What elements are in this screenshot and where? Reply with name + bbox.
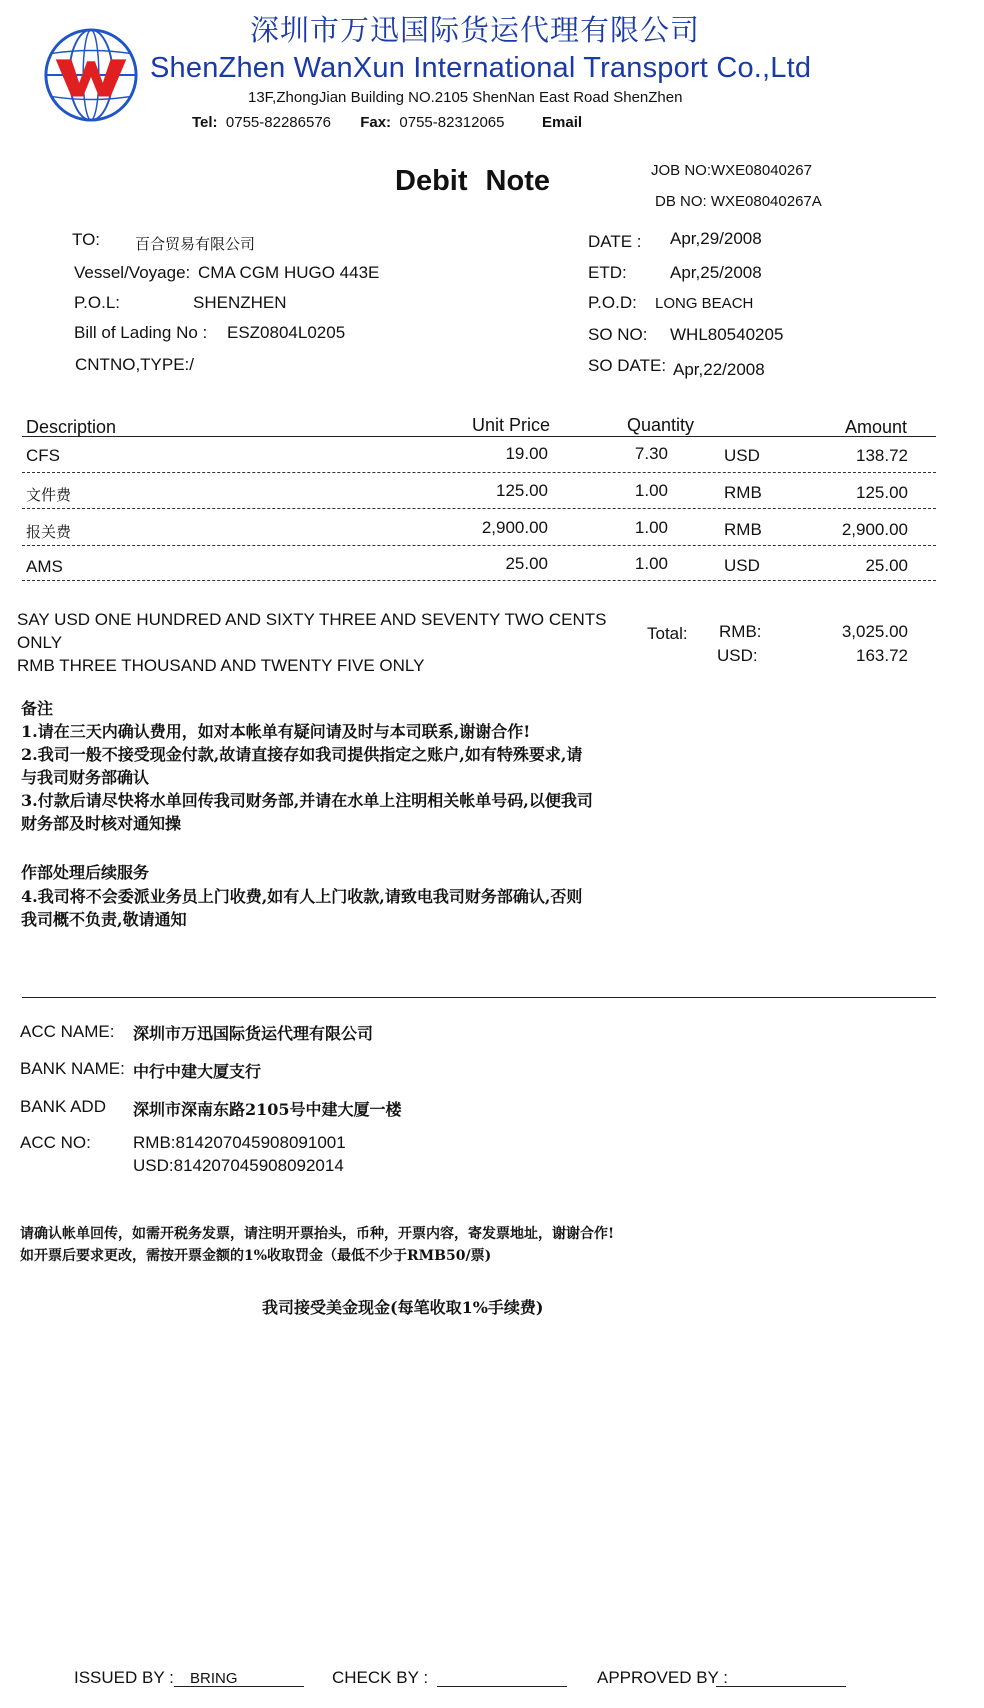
approved-by-label: APPROVED BY : xyxy=(597,1668,729,1687)
remarks-line: 作部处理后续服务 xyxy=(21,863,150,882)
so-no-value: WHL80540205 xyxy=(670,325,784,344)
bank-name-label: BANK NAME: xyxy=(20,1059,125,1078)
date-value: Apr,29/2008 xyxy=(670,229,762,248)
acc-no-usd: USD:814207045908092014 xyxy=(133,1156,344,1175)
tel-value: 0755-82286576 xyxy=(225,114,332,131)
fax-label: Fax: xyxy=(360,114,392,131)
row-currency: USD xyxy=(724,556,760,575)
remarks-line: 与我司财务部确认 xyxy=(21,768,150,787)
pol-value: SHENZHEN xyxy=(193,293,287,312)
company-name-cn: 深圳市万迅国际货运代理有限公司 xyxy=(250,13,701,47)
row-description: 报关费 xyxy=(26,524,72,541)
remarks-title: 备注 xyxy=(21,699,54,718)
bl-value: ESZ0804L0205 xyxy=(227,323,346,342)
row-quantity: 1.00 xyxy=(634,481,668,500)
footer-note-1: 请确认帐单回传，如需开税务发票，请注明开票抬头，币种，开票内容，寄发票地址，谢谢合作! xyxy=(20,1226,615,1242)
approved-by-line xyxy=(716,1666,846,1687)
row-quantity: 1.00 xyxy=(634,554,668,573)
remarks-line: 2.我司一般不接受现金付款,故请直接存如我司提供指定之账户,如有特殊要求,请 xyxy=(21,745,583,764)
pod-label: P.O.D: xyxy=(588,293,637,312)
row-divider xyxy=(22,508,936,509)
acc-name-label: ACC NAME: xyxy=(20,1022,115,1041)
check-by-line xyxy=(437,1666,567,1687)
say-line-1: SAY USD ONE HUNDRED AND SIXTY THREE AND SEVENTY TWO CENTS xyxy=(17,610,607,629)
db-no-value: WXE08040267A xyxy=(710,193,822,210)
to-value: 百合贸易有限公司 xyxy=(135,236,256,253)
row-divider xyxy=(22,472,936,473)
row-unit-price: 25.00 xyxy=(505,554,548,573)
email-label: Email xyxy=(542,114,583,131)
say-line-3: RMB THREE THOUSAND AND TWENTY FIVE ONLY xyxy=(17,656,425,675)
company-address: 13F,ZhongJian Building NO.2105 ShenNan East Road ShenZhen xyxy=(248,89,683,106)
say-line-2: ONLY xyxy=(17,633,63,652)
row-currency: RMB xyxy=(724,520,762,539)
row-quantity: 1.00 xyxy=(634,518,668,537)
db-no-label: DB NO: xyxy=(655,193,707,210)
company-contact xyxy=(192,114,582,131)
etd-label: ETD: xyxy=(588,263,627,282)
company-logo-icon xyxy=(42,26,140,124)
acc-name-value: 深圳市万迅国际货运代理有限公司 xyxy=(133,1024,374,1043)
tel-label: Tel: xyxy=(192,114,218,131)
date-label: DATE : xyxy=(588,232,642,251)
pod-value: LONG BEACH xyxy=(655,295,754,312)
section-divider xyxy=(22,997,936,998)
acc-no-label: ACC NO: xyxy=(20,1133,91,1152)
bank-add-label: BANK ADD xyxy=(20,1097,106,1116)
remarks-line: 4.我司将不会委派业务员上门收费,如有人上门收款,请致电我司财务部确认,否则 xyxy=(21,887,583,906)
row-description: AMS xyxy=(26,557,63,576)
total-label: Total: xyxy=(647,624,688,643)
vessel-value: CMA CGM HUGO 443E xyxy=(198,263,380,282)
total-usd-label: USD: xyxy=(717,646,758,665)
row-divider xyxy=(22,580,936,581)
check-by-label: CHECK BY : xyxy=(332,1668,429,1687)
job-no-value: WXE08040267 xyxy=(711,162,812,179)
remarks-line: 财务部及时核对通知操 xyxy=(21,814,182,833)
table-header-rule xyxy=(22,436,936,437)
total-usd-value: 163.72 xyxy=(856,646,908,665)
remarks-line: 3.付款后请尽快将水单回传我司财务部,并请在水单上注明相关帐单号码,以便我司 xyxy=(21,791,593,810)
bank-add-value: 深圳市深南东路2105号中建大厦一楼 xyxy=(133,1100,402,1119)
row-unit-price: 2,900.00 xyxy=(481,518,548,537)
row-currency: USD xyxy=(724,446,760,465)
etd-value: Apr,25/2008 xyxy=(670,263,762,282)
col-description: Description xyxy=(26,417,117,437)
col-unit-price: Unit Price xyxy=(472,415,551,435)
company-name-en: ShenZhen WanXun International Transport Co.,Ltd xyxy=(150,52,812,84)
job-no-label: JOB NO: xyxy=(651,162,712,179)
col-quantity: Quantity xyxy=(627,415,695,435)
bl-label: Bill of Lading No : xyxy=(74,323,208,342)
document-title: Debit Note xyxy=(395,165,550,197)
row-unit-price: 125.00 xyxy=(496,481,548,500)
db-no xyxy=(655,193,822,210)
row-quantity: 7.30 xyxy=(634,444,668,463)
total-rmb-value: 3,025.00 xyxy=(841,622,908,641)
issued-by-label: ISSUED BY : xyxy=(74,1668,174,1687)
fax-value: 0755-82312065 xyxy=(399,114,505,131)
to-label: TO: xyxy=(72,230,101,249)
row-amount: 138.72 xyxy=(856,446,908,465)
bank-name-value: 中行中建大厦支行 xyxy=(133,1062,262,1081)
issued-by-value: BRING xyxy=(190,1670,238,1687)
row-divider xyxy=(22,545,936,546)
row-currency: RMB xyxy=(724,483,762,502)
so-date-value: Apr,22/2008 xyxy=(673,360,765,379)
so-date-label: SO DATE: xyxy=(588,356,667,375)
row-unit-price: 19.00 xyxy=(505,444,548,463)
vessel-label: Vessel/Voyage: xyxy=(74,263,191,282)
row-amount: 25.00 xyxy=(865,556,908,575)
remarks-line: 1.请在三天内确认费用，如对本帐单有疑问请及时与本司联系,谢谢合作! xyxy=(21,722,531,741)
row-description: 文件费 xyxy=(26,487,72,504)
footer-note-2: 如开票后要求更改，需按开票金额的1%收取罚金（最低不少于RMB50/票) xyxy=(20,1248,492,1264)
row-description: CFS xyxy=(26,446,60,465)
pol-label: P.O.L: xyxy=(74,293,120,312)
so-no-label: SO NO: xyxy=(588,325,648,344)
col-amount: Amount xyxy=(845,417,908,437)
acc-no-rmb: RMB:814207045908091001 xyxy=(133,1133,346,1152)
row-amount: 125.00 xyxy=(856,483,908,502)
footer-center-note: 我司接受美金现金(每笔收取1%手续费) xyxy=(262,1298,544,1317)
cntno-label: CNTNO,TYPE:/ xyxy=(75,355,195,374)
remarks-line: 我司概不负责,敬请通知 xyxy=(21,910,187,929)
job-no xyxy=(651,162,812,179)
total-rmb-label: RMB: xyxy=(719,622,762,641)
row-amount: 2,900.00 xyxy=(841,520,908,539)
